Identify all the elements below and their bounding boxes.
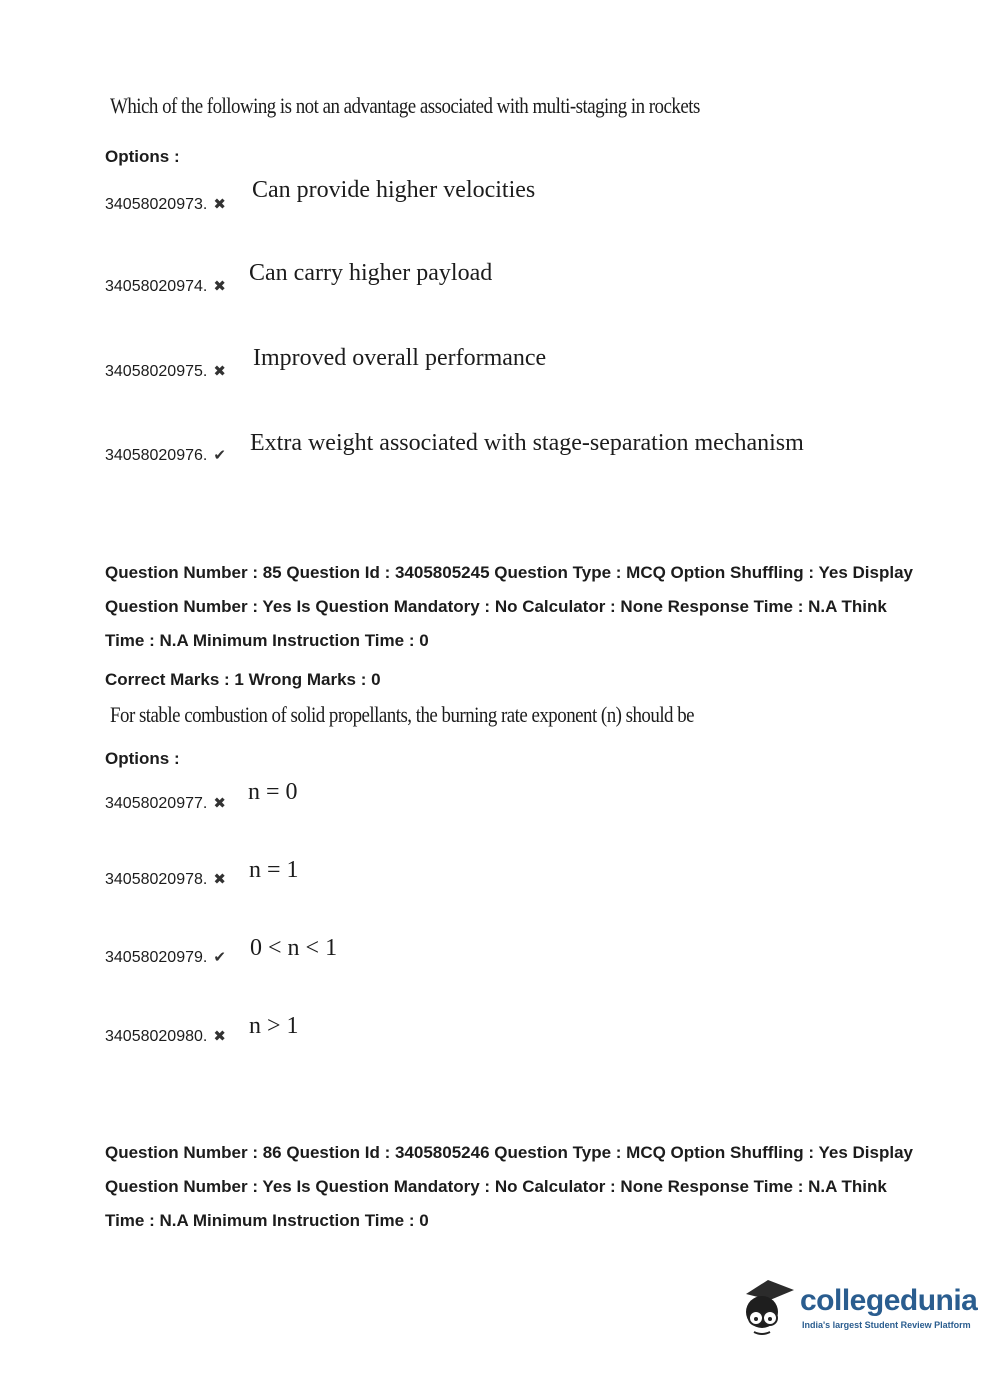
option-row	[105, 446, 226, 465]
option-row	[105, 1027, 226, 1046]
option-text: n = 1	[249, 857, 299, 883]
option-text: Can carry higher payload	[249, 260, 493, 286]
cross-icon: ✖	[213, 871, 226, 888]
option-row	[105, 195, 226, 214]
option-text: Improved overall performance	[253, 345, 547, 371]
question-meta: Question Number : 86 Question Id : 3405805246 Question Type : MCQ Option Shuffling : Yes Display Question Number : Yes Is Question Mandatory : No Calculator : None Response Time : N.A Think Time : N.A Minimum Instruction Time : 0	[105, 1143, 913, 1230]
cross-icon: ✖	[213, 1028, 226, 1045]
check-icon: ✔	[213, 447, 226, 464]
option-id: 34058020978.	[105, 871, 208, 888]
check-icon: ✔	[213, 949, 226, 966]
option-row	[105, 277, 226, 296]
question-text: Which of the following is not an advantage associated with multi-staging in rockets	[110, 93, 700, 118]
collegedunia-logo	[740, 1268, 980, 1348]
option-row	[105, 794, 226, 813]
logo-tagline: India's largest Student Review Platform	[802, 1320, 971, 1330]
option-id: 34058020973.	[105, 196, 208, 213]
option-id: 34058020976.	[105, 447, 208, 464]
cross-icon: ✖	[213, 795, 226, 812]
logo-name: collegedunia	[800, 1284, 978, 1317]
option-row	[105, 948, 226, 967]
question-meta: Question Number : 85 Question Id : 3405805245 Question Type : MCQ Option Shuffling : Yes Display Question Number : Yes Is Question Mandatory : No Calculator : None Response Time : N.A Think Time : N.A Minimum Instruction Time : 0	[105, 563, 913, 650]
question-text: For stable combustion of solid propellants, the burning rate exponent (n) should be	[110, 702, 695, 727]
option-text: 0 < n < 1	[250, 935, 338, 961]
option-row	[105, 362, 226, 381]
option-text: Extra weight associated with stage-separation mechanism	[250, 430, 804, 456]
option-row	[105, 870, 226, 889]
option-id: 34058020979.	[105, 949, 208, 966]
cross-icon: ✖	[213, 196, 226, 213]
option-text: Can provide higher velocities	[252, 177, 536, 203]
option-text: n = 0	[248, 779, 298, 805]
options-label: Options :	[105, 749, 180, 768]
options-label: Options :	[105, 147, 180, 166]
mascot-icon	[740, 1272, 798, 1338]
option-id: 34058020974.	[105, 278, 208, 295]
option-id: 34058020977.	[105, 795, 208, 812]
cross-icon: ✖	[213, 278, 226, 295]
option-id: 34058020975.	[105, 363, 208, 380]
option-id: 34058020980.	[105, 1028, 208, 1045]
question-marks: Correct Marks : 1 Wrong Marks : 0	[105, 670, 381, 689]
cross-icon: ✖	[213, 363, 226, 380]
option-text: n > 1	[249, 1013, 299, 1039]
